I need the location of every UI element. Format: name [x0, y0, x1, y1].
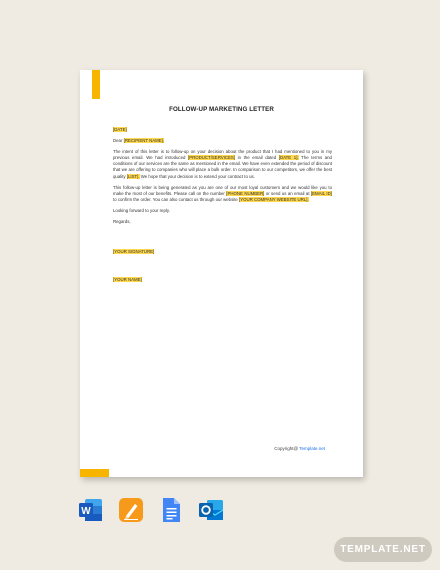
accent-bar-bottom — [80, 469, 109, 477]
word-icon[interactable] — [78, 497, 104, 523]
google-docs-icon[interactable] — [158, 497, 184, 523]
accent-bar-top — [92, 70, 100, 99]
recipient-placeholder: [RECIPIENT NAME], — [123, 138, 165, 144]
template-net-watermark: TEMPLATE.NET — [334, 537, 432, 562]
copyright-brand: Template.net — [299, 446, 325, 451]
website-placeholder: [YOUR COMPANY WEBSITE URL]. — [239, 196, 309, 202]
phone-placeholder: [PHONE NUMBER] — [226, 190, 265, 196]
closing: Regards, — [113, 219, 131, 225]
date1-placeholder: [DATE 1]. — [278, 155, 299, 161]
document-body — [113, 127, 332, 288]
copyright-text: Copyright@ Template.net — [274, 446, 325, 451]
format-icons — [78, 497, 224, 523]
date-placeholder: [DATE] — [113, 127, 127, 132]
paragraph-2: This follow-up letter is being generated as you are one of our most loyal customers and we would like you to make the most of our benefits. Please call on the number [PHONE NUMBER] or send us an email at [EMAIL ID] to confirm the order. You can also contact us through our website [YOUR COMPANY WEBSITE URL]. — [113, 184, 332, 202]
document-page — [80, 70, 363, 477]
product-placeholder: [PRODUCT/SERVICES] — [188, 155, 236, 161]
pages-icon[interactable] — [118, 497, 144, 523]
list-placeholder: [LIST]. — [126, 173, 140, 179]
paragraph-3: Looking forward to your reply. — [113, 207, 170, 213]
name-line — [113, 277, 332, 283]
email-placeholder: [EMAIL ID] — [310, 190, 332, 196]
paragraph-1: The intent of this letter is to follow-up on your decision about the product that I had mentioned to you in my previous email. We had introduced [PRODUCT/SERVICES] in the email dated [DATE 1]. The terms and conditions of our services are the same as mentioned in the email. We have even extended the period of discount that we are offering to companies who will place a bulk order. In comparison to our competitors, we offer the best quality [LIST]. We hope that your decision is to extend your contract to us. — [113, 149, 332, 179]
signature-placeholder: [YOUR SIGNATURE] — [113, 249, 155, 255]
date-line — [113, 127, 332, 133]
svg-text:W: W — [81, 506, 91, 517]
salutation: Dear [RECIPIENT NAME], — [113, 138, 165, 144]
outlook-icon[interactable] — [198, 497, 224, 523]
document-title: FOLLOW-UP MARKETING LETTER — [169, 106, 274, 113]
name-placeholder: [YOUR NAME] — [113, 277, 142, 283]
signature-line — [113, 249, 332, 255]
